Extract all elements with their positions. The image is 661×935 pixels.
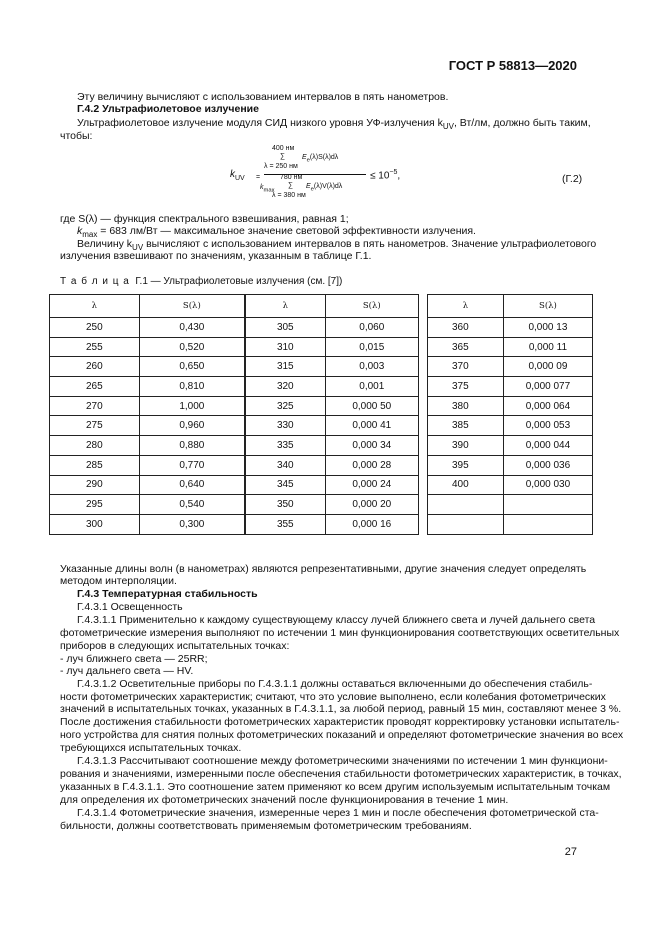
formula-num-lower: λ = 250 нм <box>264 163 298 170</box>
cell-wavelength: 350 <box>246 495 326 515</box>
table-g1-group-1 <box>49 294 245 535</box>
cell-wavelength: 265 <box>50 377 140 397</box>
cell-s-value: 0,000 11 <box>503 337 592 357</box>
uv-text-line-2: чтобы: <box>60 130 93 142</box>
cell-wavelength: 390 <box>428 436 504 456</box>
intro-line: Эту величину вычисляют с использованием интервалов в пять нанометров. <box>77 91 449 103</box>
cell-wavelength: 365 <box>428 337 504 357</box>
cell-s-value: 0,880 <box>139 436 244 456</box>
g4313-line-4: для определения их фотометрических значений после функционирования в течение 1 мин. <box>60 794 509 806</box>
formula-den-expr: $E_e(\lambda)V(\lambda)d\lambda$ <box>306 183 343 193</box>
cell-wavelength <box>428 495 504 515</box>
cell-s-value: 0,650 <box>139 357 244 377</box>
table-row <box>428 318 593 338</box>
g4311-line-1: Г.4.3.1.1 Применительно к каждому существующему классу лучей ближнего света и лучей дальнего света <box>77 614 596 626</box>
cell-s-value: 1,000 <box>139 396 244 416</box>
cell-wavelength: 305 <box>246 318 326 338</box>
formula-bound: ≤ $10^{-5}$, <box>370 169 401 182</box>
cell-wavelength <box>428 514 504 534</box>
cell-s-value: 0,520 <box>139 337 244 357</box>
cell-s-value: 0,430 <box>139 318 244 338</box>
table-row <box>428 416 593 436</box>
table-row <box>50 318 245 338</box>
header-lambda: λ <box>50 295 140 318</box>
table-header-row <box>246 295 419 318</box>
table-row <box>246 377 419 397</box>
table-row <box>428 514 593 534</box>
header-lambda: λ <box>246 295 326 318</box>
cell-s-value: 0,640 <box>139 475 244 495</box>
g4312-line-2: ности фотометрических характеристик; считают, что это условие выполнено, если колебания фотометрических <box>60 691 606 703</box>
cell-s-value <box>503 495 592 515</box>
table-header-row <box>428 295 593 318</box>
cell-s-value: 0,060 <box>325 318 418 338</box>
g431-heading: Г.4.3.1 Освещенность <box>77 601 183 613</box>
cell-wavelength: 395 <box>428 455 504 475</box>
cell-s-value: 0,015 <box>325 337 418 357</box>
cell-s-value: 0,000 20 <box>325 495 418 515</box>
g4314-line-2: бильности, должны соответствовать применяемым фотометрическим требованиям. <box>60 820 472 832</box>
cell-s-value: 0,001 <box>325 377 418 397</box>
table-row <box>428 396 593 416</box>
list-item-1: - луч ближнего света — 25RR; <box>60 653 208 665</box>
table-row <box>246 495 419 515</box>
table-row <box>428 455 593 475</box>
after-table-line-1: Указанные длины волн (в нанометрах) являются репрезентативными, другие значения следует определять <box>60 563 587 575</box>
cell-s-value: 0,770 <box>139 455 244 475</box>
table-row <box>246 337 419 357</box>
cell-s-value: 0,960 <box>139 416 244 436</box>
g4312-line-3: значений в испытательных точках, указанных в Г.4.3.1.1, за любой период, равный 15 мин, составляют менее 3 %. <box>60 703 622 715</box>
cell-wavelength: 360 <box>428 318 504 338</box>
cell-wavelength: 260 <box>50 357 140 377</box>
cell-wavelength: 335 <box>246 436 326 456</box>
cell-wavelength: 275 <box>50 416 140 436</box>
table-row <box>246 475 419 495</box>
cell-s-value: 0,000 50 <box>325 396 418 416</box>
where-line-2: $k_{max} = 683$ лм/Вт — максимальное значение световой эффективности излучения. <box>77 225 476 240</box>
table-row <box>246 416 419 436</box>
table-row <box>428 377 593 397</box>
cell-wavelength: 355 <box>246 514 326 534</box>
formula-den-upper: 780 нм <box>280 174 303 181</box>
header-lambda: λ <box>428 295 504 318</box>
formula-g2 <box>220 145 500 205</box>
list-item-2: - луч дальнего света — HV. <box>60 665 194 677</box>
section-g42-title: Г.4.2 Ультрафиолетовое излучение <box>77 103 259 115</box>
cell-wavelength: 340 <box>246 455 326 475</box>
formula-equals: = <box>256 174 261 181</box>
formula-den-sum: ∑ <box>288 182 293 189</box>
header-s-lambda: S(λ) <box>503 295 592 318</box>
formula-den-k: $k_{max}$ <box>260 184 275 194</box>
table-g1-group-2 <box>245 294 419 535</box>
cell-wavelength: 370 <box>428 357 504 377</box>
g4313-line-3: указанных в Г.4.3.1.1. Это соотношение затем применяют ко всем другим используемым испытательным точкам <box>60 781 611 793</box>
table-caption: Т а б л и ц а Г.1 — Ультрафиолетовые излучения (см. [7]) <box>60 276 343 287</box>
cell-wavelength: 315 <box>246 357 326 377</box>
cell-s-value: 0,000 13 <box>503 318 592 338</box>
g4312-line-1: Г.4.3.1.2 Осветительные приборы по Г.4.3.1.1 должны оставаться включенными до обеспечения стабиль- <box>77 678 593 690</box>
cell-s-value: 0,000 030 <box>503 475 592 495</box>
table-row <box>246 436 419 456</box>
formula-num-sum: ∑ <box>280 153 285 160</box>
formula-num-expr: $E_e(\lambda)S(\lambda)d\lambda$ <box>302 154 339 164</box>
table-row <box>428 436 593 456</box>
cell-s-value: 0,000 24 <box>325 475 418 495</box>
cell-wavelength: 325 <box>246 396 326 416</box>
formula-den-lower: λ = 380 нм <box>272 192 306 199</box>
cell-s-value: 0,000 053 <box>503 416 592 436</box>
cell-wavelength: 295 <box>50 495 140 515</box>
table-row <box>50 396 245 416</box>
table-row <box>428 337 593 357</box>
cell-wavelength: 345 <box>246 475 326 495</box>
table-row <box>50 455 245 475</box>
table-row <box>50 377 245 397</box>
table-row <box>428 495 593 515</box>
g4312-line-6: требующихся испытательных точках. <box>60 742 242 754</box>
cell-s-value: 0,000 16 <box>325 514 418 534</box>
cell-wavelength: 280 <box>50 436 140 456</box>
document-code: ГОСТ Р 58813—2020 <box>448 58 577 73</box>
header-s-lambda: S(λ) <box>325 295 418 318</box>
table-row <box>50 337 245 357</box>
table-g1-group-3 <box>427 294 593 535</box>
cell-wavelength: 300 <box>50 514 140 534</box>
g4313-line-2: рования и значениями, измеренными после обеспечения стабильности фотометрических характеристик, в точках, <box>60 768 622 780</box>
header-s-lambda: S(λ) <box>139 295 244 318</box>
cell-wavelength: 290 <box>50 475 140 495</box>
cell-s-value: 0,000 28 <box>325 455 418 475</box>
cell-wavelength: 250 <box>50 318 140 338</box>
cell-s-value: 0,000 077 <box>503 377 592 397</box>
cell-s-value: 0,810 <box>139 377 244 397</box>
table-row <box>428 357 593 377</box>
where-line-1: где S(λ) — функция спектрального взвешивания, равная 1; <box>60 213 349 225</box>
g4313-line-1: Г.4.3.1.3 Рассчитывают соотношение между фотометрическими значениями по истечении 1 мин функциони- <box>77 755 608 767</box>
formula-number: (Г.2) <box>562 173 583 185</box>
table-row <box>246 396 419 416</box>
cell-wavelength: 310 <box>246 337 326 357</box>
table-row <box>50 357 245 377</box>
cell-s-value: 0,003 <box>325 357 418 377</box>
cell-wavelength: 380 <box>428 396 504 416</box>
formula-kuv: $k_{UV}$ <box>230 169 245 182</box>
after-table-line-2: методом интерполяции. <box>60 575 177 587</box>
cell-s-value <box>503 514 592 534</box>
table-header-row <box>50 295 245 318</box>
cell-s-value: 0,000 34 <box>325 436 418 456</box>
table-row <box>246 514 419 534</box>
section-g43-title: Г.4.3 Температурная стабильность <box>77 588 258 600</box>
cell-s-value: 0,000 41 <box>325 416 418 436</box>
calc-line-1: Величину $k_{UV}$ вычисляют с использованием интервалов в пять нанометров. Значение ультрафиолетового <box>77 238 597 253</box>
formula-num-upper: 400 нм <box>272 145 295 152</box>
g4312-line-4: После достижения стабильности фотометрических характеристик проводят корректировку установки испытатель- <box>60 716 620 728</box>
table-row <box>428 475 593 495</box>
table-row <box>246 455 419 475</box>
g4314-line-1: Г.4.3.1.4 Фотометрические значения, измеренные через 1 мин и после обеспечения фотометрической ста- <box>77 807 599 819</box>
cell-wavelength: 285 <box>50 455 140 475</box>
table-row <box>246 357 419 377</box>
cell-wavelength: 375 <box>428 377 504 397</box>
uv-text-line-1: Ультрафиолетовое излучение модуля СИД низкого уровня УФ-излучения $k_{UV}$, Вт/лм, должно быть таким, <box>77 117 591 132</box>
g4312-line-5: ного устройства для снятия полных фотометрических показаний и определяют фотометрические значения во всех <box>60 729 624 741</box>
table-row <box>50 475 245 495</box>
g4311-line-3: приборов в следующих испытательных точках: <box>60 640 290 652</box>
cell-s-value: 0,540 <box>139 495 244 515</box>
table-row <box>50 495 245 515</box>
cell-wavelength: 255 <box>50 337 140 357</box>
cell-s-value: 0,300 <box>139 514 244 534</box>
table-row <box>50 416 245 436</box>
table-row <box>246 318 419 338</box>
cell-s-value: 0,000 044 <box>503 436 592 456</box>
page-number: 27 <box>564 846 577 858</box>
cell-s-value: 0,000 064 <box>503 396 592 416</box>
g4311-line-2: фотометрические измерения выполняют по истечении 1 мин функционирования соответствующих осветительных <box>60 627 620 639</box>
cell-wavelength: 270 <box>50 396 140 416</box>
table-row <box>50 436 245 456</box>
calc-line-2: излучения взвешивают по значениям, указанным в таблице Г.1. <box>60 250 372 262</box>
cell-s-value: 0,000 09 <box>503 357 592 377</box>
cell-wavelength: 385 <box>428 416 504 436</box>
cell-s-value: 0,000 036 <box>503 455 592 475</box>
cell-wavelength: 330 <box>246 416 326 436</box>
cell-wavelength: 320 <box>246 377 326 397</box>
table-row <box>50 514 245 534</box>
cell-wavelength: 400 <box>428 475 504 495</box>
